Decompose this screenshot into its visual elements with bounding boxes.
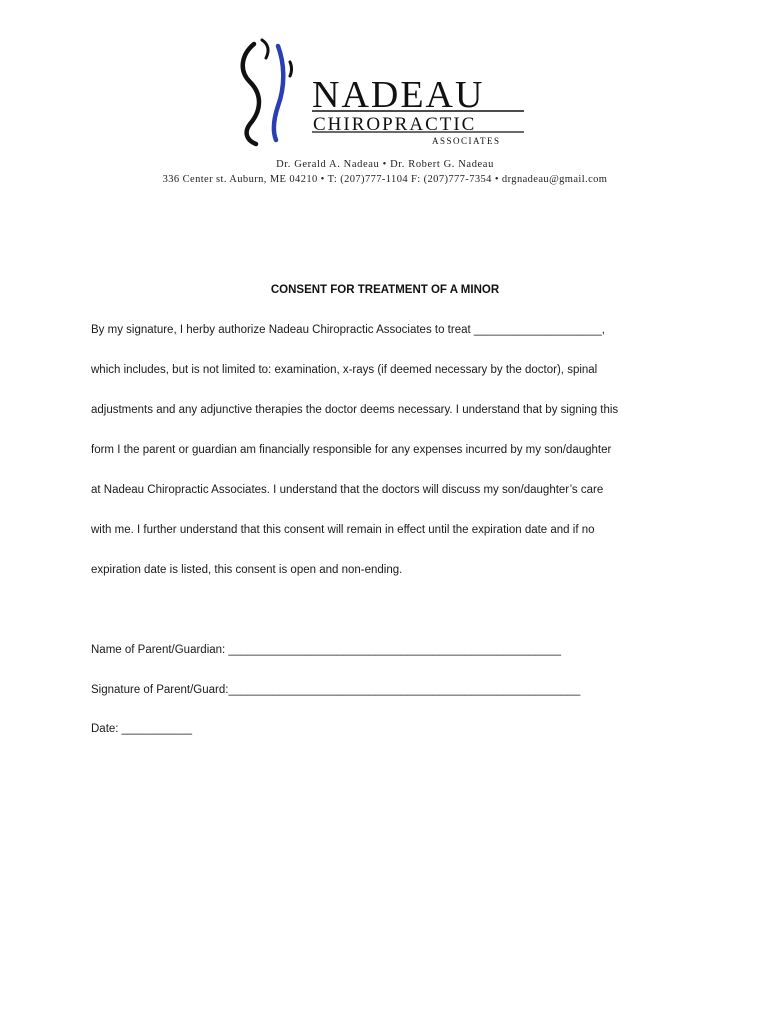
brand-associates: ASSOCIATES: [432, 136, 501, 146]
address-line: 336 Center st. Auburn, ME 04210 • T: (207)777-1104 F: (207)777-7354 • drgnadeau@gmail.com: [162, 174, 608, 185]
date-field[interactable]: Date: ___________: [91, 723, 193, 735]
paragraph-line: which includes, but is not limited to: examination, x-rays (if deemed necessary by the doctor), spinal: [91, 364, 598, 376]
paragraph-line: adjustments and any adjunctive therapies the doctor deems necessary. I understand that by signing this: [91, 404, 619, 416]
paragraph-line: expiration date is listed, this consent is open and non-ending.: [91, 564, 403, 576]
paragraph-line: By my signature, I herby authorize Nadeau Chiropractic Associates to treat ____________________,: [91, 324, 605, 336]
document-title: CONSENT FOR TREATMENT OF A MINOR: [270, 284, 500, 296]
parent-signature-field[interactable]: Signature of Parent/Guard:_______________________________________________________: [91, 684, 581, 696]
paragraph-line: with me. I further understand that this consent will remain in effect until the expiration date and if no: [91, 524, 595, 536]
brand-subtitle: CHIROPRACTIC: [313, 114, 477, 135]
brand-name: NADEAU: [312, 74, 485, 116]
parent-name-field[interactable]: Name of Parent/Guardian: ____________________________________________________: [91, 644, 562, 656]
paragraph-line: form I the parent or guardian am financially responsible for any expenses incurred by my son/daughter: [91, 444, 612, 456]
paragraph-line: at Nadeau Chiropractic Associates. I understand that the doctors will discuss my son/daughter’s care: [91, 484, 604, 496]
doctors-line: Dr. Gerald A. Nadeau • Dr. Robert G. Nadeau: [276, 159, 494, 170]
